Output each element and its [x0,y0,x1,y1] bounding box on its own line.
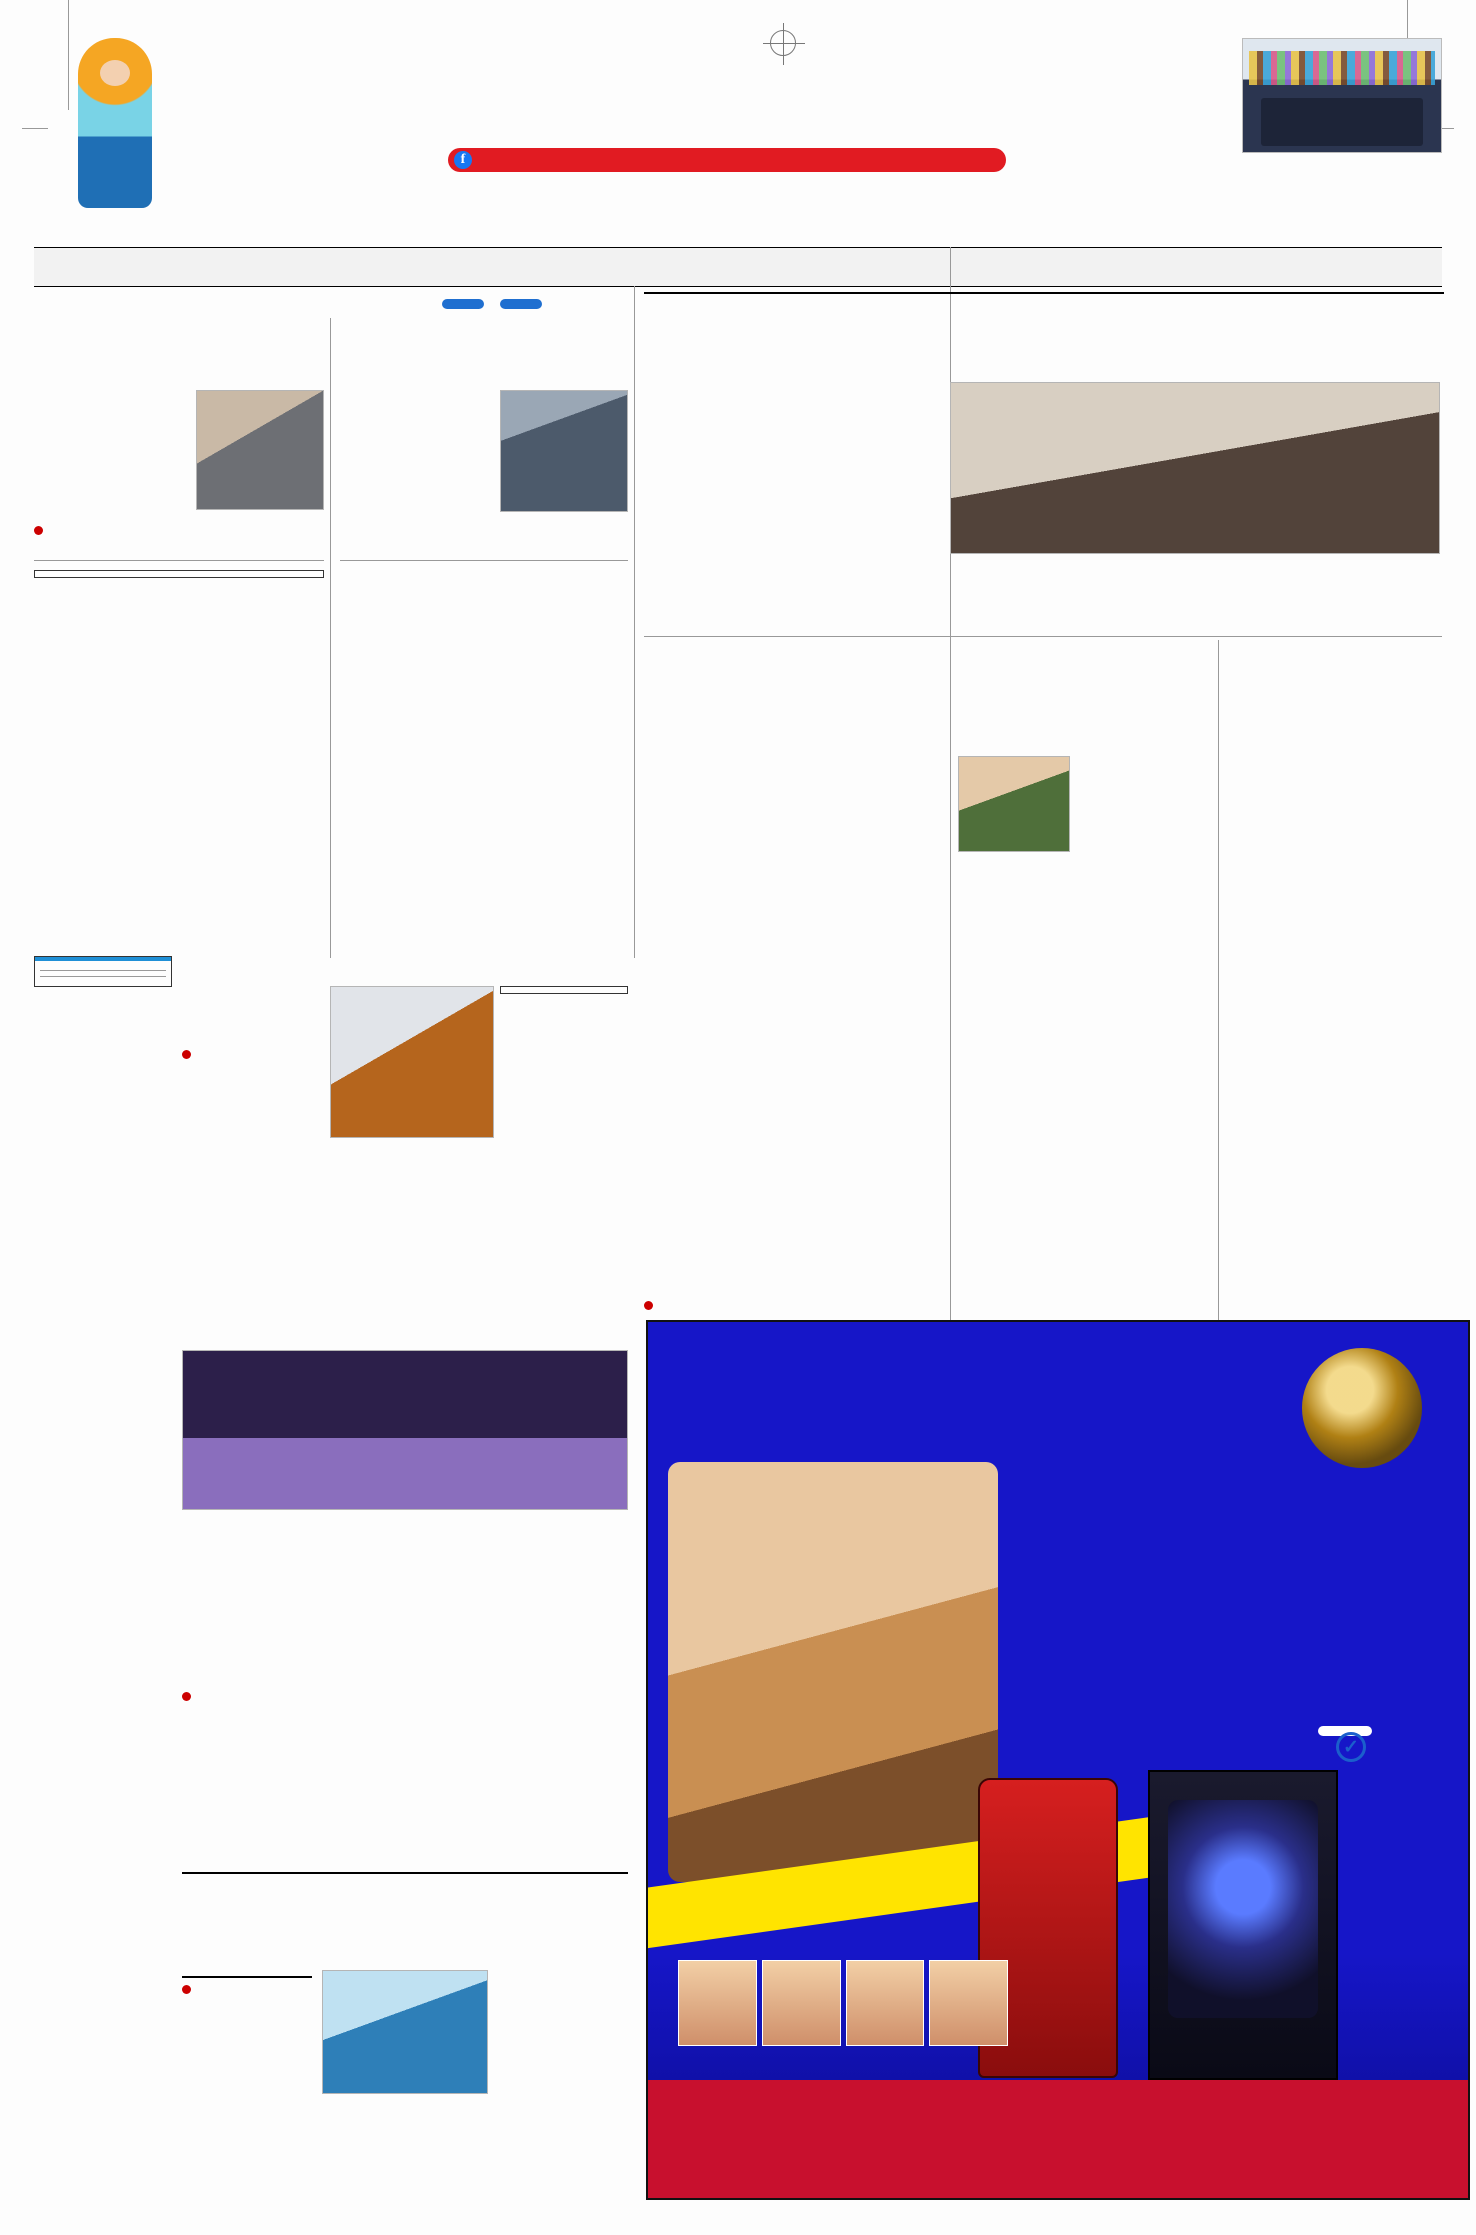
shoulder-pain-icon [846,1960,925,2046]
photo-modi [958,756,1070,852]
trump-story-col1 [644,378,940,381]
story-kicker-amit-shah [34,524,324,535]
ad-box-graphic [1168,1800,1318,2018]
ad-medal-icon [1302,1348,1422,1468]
knee-pain-icon [678,1960,757,2046]
ad-pain-icons [678,1960,1008,2046]
column-rule [330,318,331,958]
ad-product-box [1148,1770,1338,2080]
mascot-illustration [78,38,152,208]
story-sikh-robot [182,1886,628,1892]
story-amit-shah [34,320,324,328]
photo-table [1261,98,1423,146]
section-rule [34,560,324,561]
cheema-kicker-box [500,986,628,994]
photo-school-kids [322,1970,488,2094]
robot-col1 [182,1970,312,1999]
issue-info-bar [34,247,1442,287]
headline-top-rule [644,292,1444,294]
section-rule [340,560,628,561]
story-ludhiana [644,648,940,653]
column-rule [1218,640,1219,1320]
cheema-body-wrap [182,1152,628,1159]
photo-trump [950,382,1440,554]
photo-roadshow [182,1350,628,1510]
section-rule [644,636,1442,637]
column-rule [634,286,635,958]
top-right-photo [1242,38,1442,153]
strap-pill-left [442,299,484,309]
story-khadge [34,570,324,592]
photo-people [1249,51,1435,85]
ek-nazar-box [34,956,172,987]
blo-bullet [644,1299,940,1310]
story-trump-rice [644,292,1444,300]
back-pain-icon [762,1960,841,2046]
section-rule-bold [182,1872,628,1874]
story-rahul-gandhi [340,320,628,328]
cm-korea-kicker [182,1690,468,1701]
photo-rahul-gandhi [500,390,628,512]
bullet-dot-icon [182,1692,191,1701]
cm-korea-body [182,1520,628,1523]
bullet-rule [182,1976,312,1978]
story-banerjee-body [340,568,628,572]
cheema-bullet [182,1048,324,1059]
robot-bullet [182,1983,312,1994]
bullet-dot-icon [644,1301,653,1310]
facebook-icon: f [454,151,472,169]
story-lahore-court [1228,648,1442,654]
advertisement-dr-ortho[interactable] [646,1320,1470,2200]
checkmark-icon: ✓ [1336,1732,1366,1762]
subhead-box [34,570,324,578]
item-rule [40,976,166,977]
masthead [0,34,1476,219]
bullet-dot-icon [182,1050,191,1059]
story-pm-modi [958,648,1210,654]
photo-cheema [330,986,494,1138]
bullet-dot-icon [182,1985,191,1994]
neck-pain-icon [929,1960,1008,2046]
bullet-dot-icon [34,526,43,535]
item-rule [40,970,166,971]
story-cheema [182,952,628,959]
ad-footer [648,2080,1468,2198]
ad-clinically-tested-badge [1318,1726,1372,1758]
ad-model-photo [668,1462,998,1882]
facebook-link-bar[interactable] [448,148,1006,172]
story-blo [644,1292,940,1316]
story-cm-korea [182,1292,628,1294]
trump-story-col3 [1200,560,1440,564]
photo-amit-shah [196,390,324,510]
strap-pill-right [500,299,542,309]
